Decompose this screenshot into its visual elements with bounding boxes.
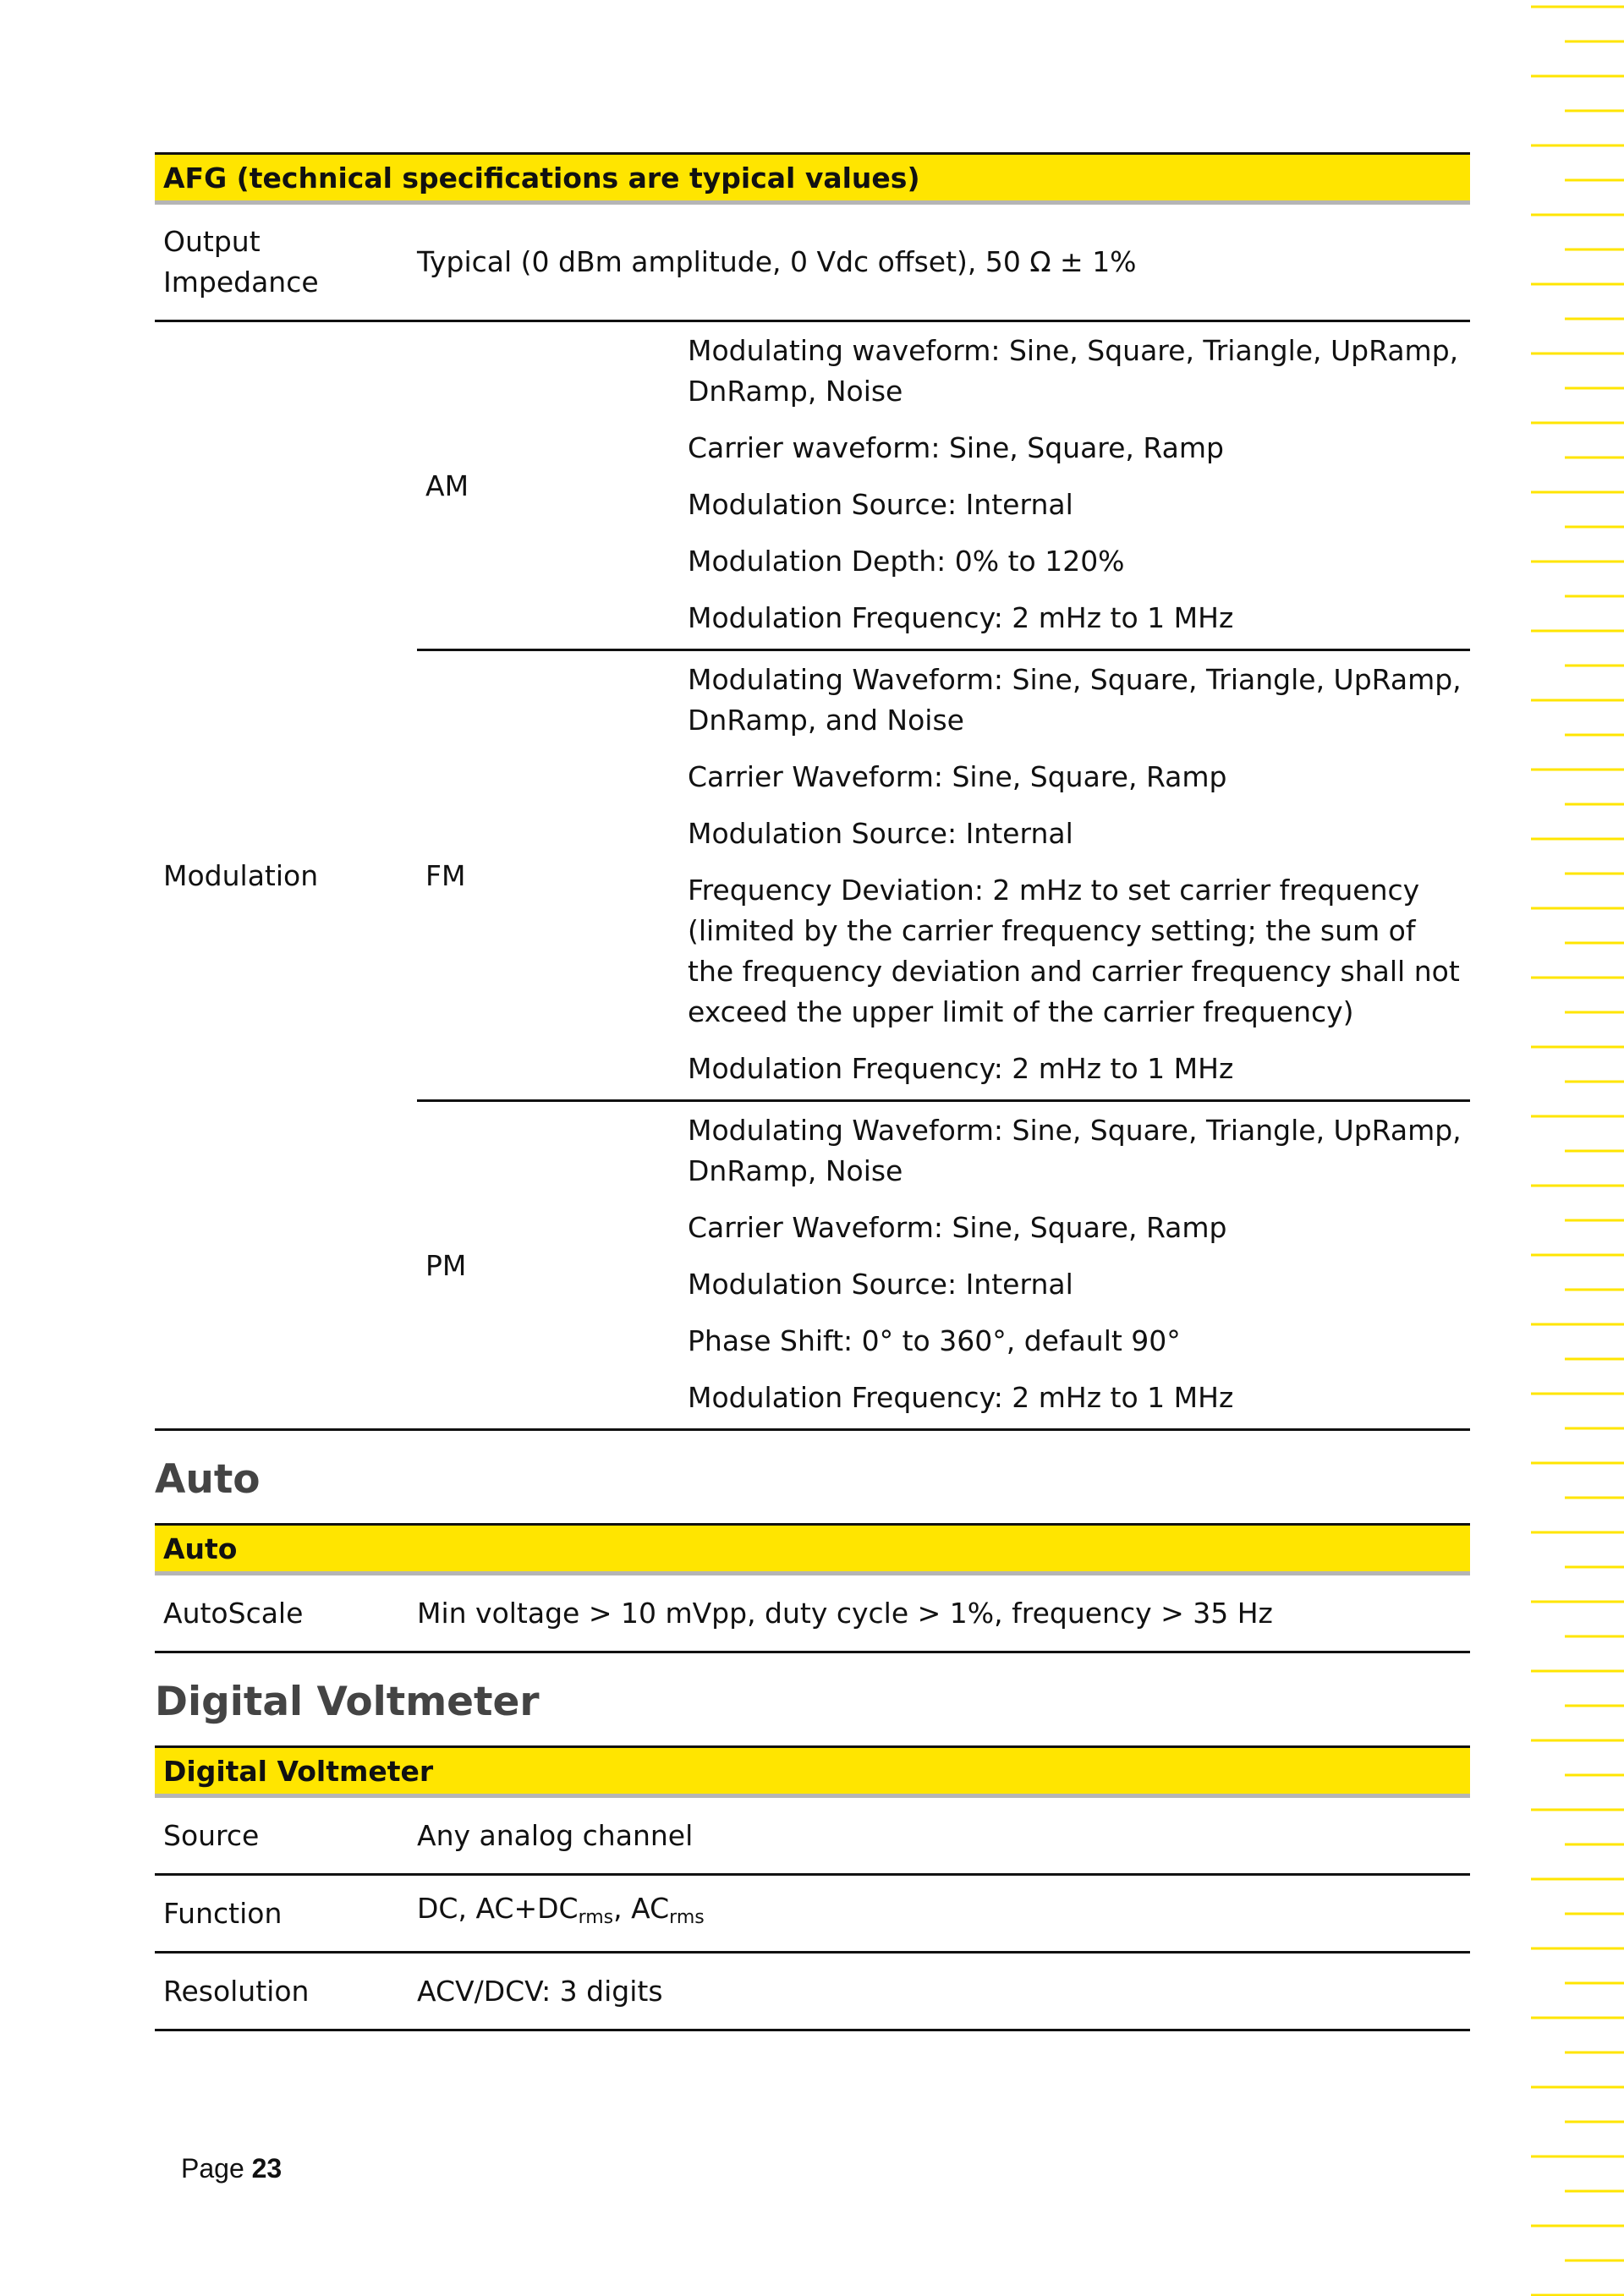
pm-line: Modulation Frequency: 2 mHz to 1 MHz — [688, 1381, 1234, 1414]
modulation-label: Modulation — [163, 858, 319, 892]
dvm-table-header: Digital Voltmeter — [155, 1745, 1470, 1798]
autoscale-value: Min voltage > 10 mVpp, duty cycle > 1%, frequency > 35 Hz — [417, 1596, 1273, 1630]
spec-content — [155, 0, 1470, 2031]
function-row — [155, 1876, 1470, 1954]
am-label: AM — [425, 469, 469, 502]
fm-label: FM — [425, 858, 466, 892]
modulation-row — [155, 322, 1470, 1431]
page-footer — [181, 2153, 282, 2184]
am-line: Modulation Depth: 0% to 120% — [688, 545, 1125, 578]
function-value — [409, 1882, 1470, 1945]
pm-line: Carrier Waveform: Sine, Square, Ramp — [688, 1211, 1227, 1244]
autoscale-row — [155, 1575, 1470, 1653]
fm-line: Modulation Frequency: 2 mHz to 1 MHz — [688, 1052, 1234, 1085]
page-label: Page — [181, 2153, 252, 2184]
source-row — [155, 1798, 1470, 1876]
pm-label: PM — [425, 1248, 467, 1282]
source-label: Source — [163, 1818, 260, 1852]
pm-line: Phase Shift: 0° to 360°, default 90° — [688, 1324, 1181, 1357]
resolution-row — [155, 1954, 1470, 2031]
pm-details — [688, 1102, 1470, 1428]
output-impedance-row — [155, 205, 1470, 322]
pm-block — [417, 1099, 1470, 1428]
decorative-margin-stripes — [1522, 0, 1624, 2296]
afg-table-header: AFG (technical specifications are typical values) — [155, 152, 1470, 205]
modulation-subtable — [417, 322, 1470, 1428]
auto-table-header: Auto — [155, 1523, 1470, 1575]
auto-table — [155, 1523, 1470, 1653]
fm-line: Frequency Deviation: 2 mHz to set carrier frequency (limited by the carrier frequency setting; the sum of the frequency deviation and carrier frequency shall not exceed the upper limit of the carrier frequency) — [688, 874, 1460, 1028]
fm-line: Modulation Source: Internal — [688, 817, 1073, 850]
function-label: Function — [163, 1896, 283, 1930]
resolution-label: Resolution — [163, 1974, 310, 2008]
pm-line: Modulation Source: Internal — [688, 1268, 1073, 1301]
fm-line: Modulating Waveform: Sine, Square, Triangle, UpRamp, DnRamp, and Noise — [688, 663, 1462, 737]
output-impedance-value: Typical (0 dBm amplitude, 0 Vdc offset), 50 Ω ± 1% — [417, 245, 1137, 278]
fm-block — [417, 649, 1470, 1099]
am-line: Carrier waveform: Sine, Square, Ramp — [688, 431, 1224, 464]
function-ac: AC — [631, 1892, 670, 1925]
am-line: Modulation Source: Internal — [688, 488, 1073, 521]
fm-line: Carrier Waveform: Sine, Square, Ramp — [688, 760, 1227, 793]
function-dc: DC, — [417, 1892, 476, 1925]
auto-section-title: Auto — [155, 1456, 261, 1503]
pm-line: Modulating Waveform: Sine, Square, Triangle, UpRamp, DnRamp, Noise — [688, 1114, 1462, 1187]
afg-table — [155, 152, 1470, 1431]
output-impedance-label: Output Impedance — [163, 225, 319, 299]
function-acdc: AC+DC — [475, 1892, 579, 1925]
source-value: Any analog channel — [417, 1818, 694, 1852]
resolution-value: ACV/DCV: 3 digits — [417, 1974, 663, 2008]
page-number: 23 — [251, 2153, 283, 2184]
am-line: Modulation Frequency: 2 mHz to 1 MHz — [688, 601, 1234, 634]
dvm-table — [155, 1745, 1470, 2031]
am-line: Modulating waveform: Sine, Square, Triangle, UpRamp, DnRamp, Noise — [688, 334, 1459, 408]
function-separator: , — [613, 1892, 632, 1925]
function-rms-subscript: rms — [578, 1907, 614, 1928]
dvm-section-title: Digital Voltmeter — [155, 1679, 540, 1725]
am-block — [417, 322, 1470, 649]
autoscale-label: AutoScale — [163, 1596, 304, 1630]
function-rms-subscript: rms — [669, 1907, 705, 1928]
fm-details — [688, 651, 1470, 1099]
am-details — [688, 322, 1470, 649]
